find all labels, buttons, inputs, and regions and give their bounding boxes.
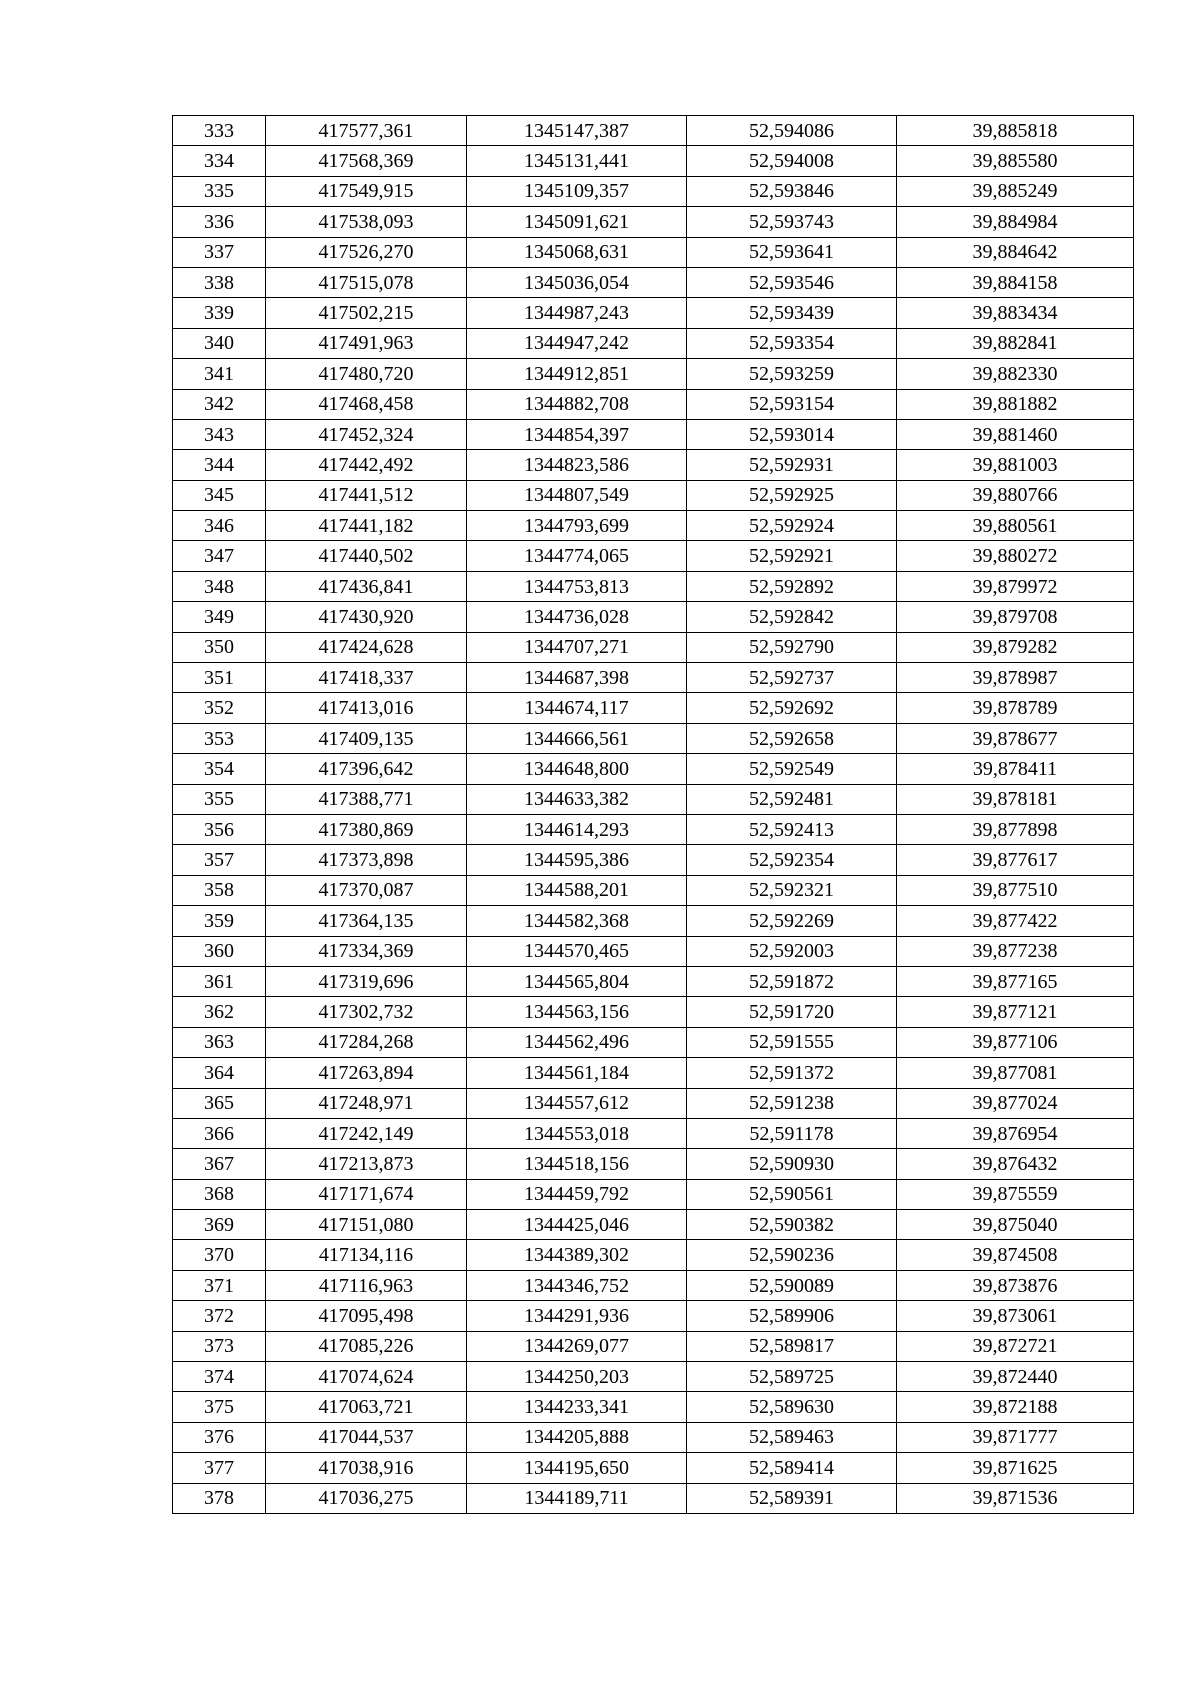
table-row — [173, 267, 1134, 297]
table-row — [173, 632, 1134, 662]
latitude-cell: 52,590089 — [687, 1270, 897, 1300]
latitude-cell: 52,592790 — [687, 632, 897, 662]
latitude-cell: 52,589817 — [687, 1331, 897, 1361]
table-row — [173, 389, 1134, 419]
x-coordinate-cell: 417171,674 — [266, 1179, 467, 1209]
table-row — [173, 1331, 1134, 1361]
table-row — [173, 1301, 1134, 1331]
point-number-cell: 335 — [173, 176, 266, 206]
x-coordinate-cell: 417441,512 — [266, 480, 467, 510]
latitude-cell: 52,593743 — [687, 207, 897, 237]
latitude-cell: 52,589725 — [687, 1362, 897, 1392]
latitude-cell: 52,592842 — [687, 602, 897, 632]
x-coordinate-cell: 417242,149 — [266, 1118, 467, 1148]
latitude-cell: 52,594086 — [687, 116, 897, 146]
table-row — [173, 1453, 1134, 1483]
y-coordinate-cell: 1345131,441 — [467, 146, 687, 176]
x-coordinate-cell: 417413,016 — [266, 693, 467, 723]
table-row — [173, 1027, 1134, 1057]
latitude-cell: 52,589463 — [687, 1422, 897, 1452]
y-coordinate-cell: 1344205,888 — [467, 1422, 687, 1452]
point-number-cell: 358 — [173, 875, 266, 905]
latitude-cell: 52,589630 — [687, 1392, 897, 1422]
longitude-cell: 39,879972 — [897, 571, 1134, 601]
table-row — [173, 480, 1134, 510]
coordinates-table-body — [173, 116, 1134, 1514]
longitude-cell: 39,873876 — [897, 1270, 1134, 1300]
x-coordinate-cell: 417436,841 — [266, 571, 467, 601]
y-coordinate-cell: 1345036,054 — [467, 267, 687, 297]
x-coordinate-cell: 417373,898 — [266, 845, 467, 875]
x-coordinate-cell: 417151,080 — [266, 1210, 467, 1240]
y-coordinate-cell: 1344561,184 — [467, 1058, 687, 1088]
longitude-cell: 39,885580 — [897, 146, 1134, 176]
x-coordinate-cell: 417370,087 — [266, 875, 467, 905]
longitude-cell: 39,872721 — [897, 1331, 1134, 1361]
y-coordinate-cell: 1344588,201 — [467, 875, 687, 905]
table-row — [173, 906, 1134, 936]
latitude-cell: 52,593259 — [687, 359, 897, 389]
latitude-cell: 52,593014 — [687, 419, 897, 449]
longitude-cell: 39,882841 — [897, 328, 1134, 358]
table-row — [173, 1058, 1134, 1088]
longitude-cell: 39,878181 — [897, 784, 1134, 814]
longitude-cell: 39,879708 — [897, 602, 1134, 632]
x-coordinate-cell: 417248,971 — [266, 1088, 467, 1118]
point-number-cell: 343 — [173, 419, 266, 449]
longitude-cell: 39,877510 — [897, 875, 1134, 905]
table-row — [173, 784, 1134, 814]
longitude-cell: 39,877422 — [897, 906, 1134, 936]
latitude-cell: 52,593154 — [687, 389, 897, 419]
x-coordinate-cell: 417319,696 — [266, 966, 467, 996]
y-coordinate-cell: 1344753,813 — [467, 571, 687, 601]
longitude-cell: 39,877024 — [897, 1088, 1134, 1118]
longitude-cell: 39,879282 — [897, 632, 1134, 662]
x-coordinate-cell: 417515,078 — [266, 267, 467, 297]
x-coordinate-cell: 417213,873 — [266, 1149, 467, 1179]
latitude-cell: 52,592924 — [687, 511, 897, 541]
table-row — [173, 1362, 1134, 1392]
x-coordinate-cell: 417568,369 — [266, 146, 467, 176]
x-coordinate-cell: 417549,915 — [266, 176, 467, 206]
longitude-cell: 39,875559 — [897, 1179, 1134, 1209]
x-coordinate-cell: 417388,771 — [266, 784, 467, 814]
latitude-cell: 52,592931 — [687, 450, 897, 480]
x-coordinate-cell: 417396,642 — [266, 754, 467, 784]
latitude-cell: 52,594008 — [687, 146, 897, 176]
longitude-cell: 39,880561 — [897, 511, 1134, 541]
latitude-cell: 52,591720 — [687, 997, 897, 1027]
longitude-cell: 39,872188 — [897, 1392, 1134, 1422]
point-number-cell: 374 — [173, 1362, 266, 1392]
latitude-cell: 52,591872 — [687, 966, 897, 996]
longitude-cell: 39,881460 — [897, 419, 1134, 449]
latitude-cell: 52,593354 — [687, 328, 897, 358]
x-coordinate-cell: 417526,270 — [266, 237, 467, 267]
latitude-cell: 52,592269 — [687, 906, 897, 936]
x-coordinate-cell: 417480,720 — [266, 359, 467, 389]
y-coordinate-cell: 1344565,804 — [467, 966, 687, 996]
point-number-cell: 338 — [173, 267, 266, 297]
point-number-cell: 376 — [173, 1422, 266, 1452]
point-number-cell: 349 — [173, 602, 266, 632]
longitude-cell: 39,885818 — [897, 116, 1134, 146]
point-number-cell: 360 — [173, 936, 266, 966]
latitude-cell: 52,590236 — [687, 1240, 897, 1270]
longitude-cell: 39,880766 — [897, 480, 1134, 510]
latitude-cell: 52,592549 — [687, 754, 897, 784]
table-row — [173, 1422, 1134, 1452]
y-coordinate-cell: 1344389,302 — [467, 1240, 687, 1270]
table-row — [173, 875, 1134, 905]
longitude-cell: 39,880272 — [897, 541, 1134, 571]
point-number-cell: 355 — [173, 784, 266, 814]
y-coordinate-cell: 1344553,018 — [467, 1118, 687, 1148]
table-row — [173, 754, 1134, 784]
latitude-cell: 52,592321 — [687, 875, 897, 905]
point-number-cell: 336 — [173, 207, 266, 237]
x-coordinate-cell: 417468,458 — [266, 389, 467, 419]
point-number-cell: 368 — [173, 1179, 266, 1209]
point-number-cell: 346 — [173, 511, 266, 541]
latitude-cell: 52,592892 — [687, 571, 897, 601]
y-coordinate-cell: 1344707,271 — [467, 632, 687, 662]
table-row — [173, 571, 1134, 601]
point-number-cell: 341 — [173, 359, 266, 389]
y-coordinate-cell: 1344425,046 — [467, 1210, 687, 1240]
x-coordinate-cell: 417063,721 — [266, 1392, 467, 1422]
table-row — [173, 1179, 1134, 1209]
y-coordinate-cell: 1344823,586 — [467, 450, 687, 480]
point-number-cell: 350 — [173, 632, 266, 662]
x-coordinate-cell: 417116,963 — [266, 1270, 467, 1300]
y-coordinate-cell: 1344570,465 — [467, 936, 687, 966]
point-number-cell: 353 — [173, 723, 266, 753]
table-row — [173, 1270, 1134, 1300]
point-number-cell: 378 — [173, 1483, 266, 1513]
y-coordinate-cell: 1344518,156 — [467, 1149, 687, 1179]
y-coordinate-cell: 1344557,612 — [467, 1088, 687, 1118]
table-row — [173, 450, 1134, 480]
latitude-cell: 52,592354 — [687, 845, 897, 875]
point-number-cell: 362 — [173, 997, 266, 1027]
point-number-cell: 364 — [173, 1058, 266, 1088]
point-number-cell: 372 — [173, 1301, 266, 1331]
longitude-cell: 39,877617 — [897, 845, 1134, 875]
point-number-cell: 377 — [173, 1453, 266, 1483]
x-coordinate-cell: 417440,502 — [266, 541, 467, 571]
x-coordinate-cell: 417134,116 — [266, 1240, 467, 1270]
longitude-cell: 39,881882 — [897, 389, 1134, 419]
longitude-cell: 39,876432 — [897, 1149, 1134, 1179]
y-coordinate-cell: 1344459,792 — [467, 1179, 687, 1209]
table-row — [173, 1088, 1134, 1118]
x-coordinate-cell: 417302,732 — [266, 997, 467, 1027]
x-coordinate-cell: 417364,135 — [266, 906, 467, 936]
longitude-cell: 39,878677 — [897, 723, 1134, 753]
longitude-cell: 39,884158 — [897, 267, 1134, 297]
y-coordinate-cell: 1344563,156 — [467, 997, 687, 1027]
x-coordinate-cell: 417380,869 — [266, 814, 467, 844]
latitude-cell: 52,589391 — [687, 1483, 897, 1513]
x-coordinate-cell: 417491,963 — [266, 328, 467, 358]
y-coordinate-cell: 1344912,851 — [467, 359, 687, 389]
x-coordinate-cell: 417074,624 — [266, 1362, 467, 1392]
x-coordinate-cell: 417424,628 — [266, 632, 467, 662]
longitude-cell: 39,871625 — [897, 1453, 1134, 1483]
y-coordinate-cell: 1344346,752 — [467, 1270, 687, 1300]
point-number-cell: 361 — [173, 966, 266, 996]
point-number-cell: 344 — [173, 450, 266, 480]
y-coordinate-cell: 1344562,496 — [467, 1027, 687, 1057]
longitude-cell: 39,882330 — [897, 359, 1134, 389]
latitude-cell: 52,591178 — [687, 1118, 897, 1148]
point-number-cell: 375 — [173, 1392, 266, 1422]
x-coordinate-cell: 417263,894 — [266, 1058, 467, 1088]
table-row — [173, 541, 1134, 571]
latitude-cell: 52,593439 — [687, 298, 897, 328]
y-coordinate-cell: 1344687,398 — [467, 663, 687, 693]
table-row — [173, 723, 1134, 753]
point-number-cell: 342 — [173, 389, 266, 419]
longitude-cell: 39,872440 — [897, 1362, 1134, 1392]
point-number-cell: 351 — [173, 663, 266, 693]
table-row — [173, 1149, 1134, 1179]
point-number-cell: 337 — [173, 237, 266, 267]
y-coordinate-cell: 1344807,549 — [467, 480, 687, 510]
y-coordinate-cell: 1345147,387 — [467, 116, 687, 146]
longitude-cell: 39,873061 — [897, 1301, 1134, 1331]
latitude-cell: 52,591372 — [687, 1058, 897, 1088]
point-number-cell: 347 — [173, 541, 266, 571]
point-number-cell: 363 — [173, 1027, 266, 1057]
latitude-cell: 52,589906 — [687, 1301, 897, 1331]
y-coordinate-cell: 1344250,203 — [467, 1362, 687, 1392]
latitude-cell: 52,592925 — [687, 480, 897, 510]
x-coordinate-cell: 417095,498 — [266, 1301, 467, 1331]
latitude-cell: 52,592692 — [687, 693, 897, 723]
longitude-cell: 39,877238 — [897, 936, 1134, 966]
latitude-cell: 52,593546 — [687, 267, 897, 297]
table-row — [173, 419, 1134, 449]
x-coordinate-cell: 417085,226 — [266, 1331, 467, 1361]
table-row — [173, 602, 1134, 632]
point-number-cell: 369 — [173, 1210, 266, 1240]
table-row — [173, 298, 1134, 328]
point-number-cell: 352 — [173, 693, 266, 723]
x-coordinate-cell: 417452,324 — [266, 419, 467, 449]
point-number-cell: 370 — [173, 1240, 266, 1270]
point-number-cell: 354 — [173, 754, 266, 784]
longitude-cell: 39,878987 — [897, 663, 1134, 693]
point-number-cell: 340 — [173, 328, 266, 358]
table-row — [173, 207, 1134, 237]
latitude-cell: 52,590382 — [687, 1210, 897, 1240]
point-number-cell: 359 — [173, 906, 266, 936]
y-coordinate-cell: 1344736,028 — [467, 602, 687, 632]
latitude-cell: 52,593846 — [687, 176, 897, 206]
table-row — [173, 845, 1134, 875]
x-coordinate-cell: 417409,135 — [266, 723, 467, 753]
latitude-cell: 52,591238 — [687, 1088, 897, 1118]
latitude-cell: 52,592481 — [687, 784, 897, 814]
point-number-cell: 371 — [173, 1270, 266, 1300]
table-row — [173, 116, 1134, 146]
longitude-cell: 39,884984 — [897, 207, 1134, 237]
y-coordinate-cell: 1344195,650 — [467, 1453, 687, 1483]
latitude-cell: 52,590930 — [687, 1149, 897, 1179]
point-number-cell: 348 — [173, 571, 266, 601]
coordinates-table — [172, 115, 1134, 1514]
x-coordinate-cell: 417038,916 — [266, 1453, 467, 1483]
point-number-cell: 334 — [173, 146, 266, 176]
table-row — [173, 1210, 1134, 1240]
table-row — [173, 176, 1134, 206]
table-row — [173, 511, 1134, 541]
x-coordinate-cell: 417502,215 — [266, 298, 467, 328]
y-coordinate-cell: 1344648,800 — [467, 754, 687, 784]
y-coordinate-cell: 1344189,711 — [467, 1483, 687, 1513]
table-row — [173, 237, 1134, 267]
table-row — [173, 1240, 1134, 1270]
y-coordinate-cell: 1344793,699 — [467, 511, 687, 541]
y-coordinate-cell: 1344595,386 — [467, 845, 687, 875]
table-row — [173, 1392, 1134, 1422]
x-coordinate-cell: 417577,361 — [266, 116, 467, 146]
longitude-cell: 39,881003 — [897, 450, 1134, 480]
x-coordinate-cell: 417036,275 — [266, 1483, 467, 1513]
y-coordinate-cell: 1344582,368 — [467, 906, 687, 936]
y-coordinate-cell: 1344233,341 — [467, 1392, 687, 1422]
table-row — [173, 966, 1134, 996]
latitude-cell: 52,592658 — [687, 723, 897, 753]
point-number-cell: 339 — [173, 298, 266, 328]
longitude-cell: 39,874508 — [897, 1240, 1134, 1270]
x-coordinate-cell: 417044,537 — [266, 1422, 467, 1452]
y-coordinate-cell: 1344291,936 — [467, 1301, 687, 1331]
x-coordinate-cell: 417334,369 — [266, 936, 467, 966]
y-coordinate-cell: 1344614,293 — [467, 814, 687, 844]
y-coordinate-cell: 1345068,631 — [467, 237, 687, 267]
longitude-cell: 39,877121 — [897, 997, 1134, 1027]
latitude-cell: 52,593641 — [687, 237, 897, 267]
longitude-cell: 39,878789 — [897, 693, 1134, 723]
table-row — [173, 693, 1134, 723]
x-coordinate-cell: 417430,920 — [266, 602, 467, 632]
x-coordinate-cell: 417418,337 — [266, 663, 467, 693]
point-number-cell: 356 — [173, 814, 266, 844]
table-row — [173, 663, 1134, 693]
longitude-cell: 39,878411 — [897, 754, 1134, 784]
latitude-cell: 52,592413 — [687, 814, 897, 844]
latitude-cell: 52,590561 — [687, 1179, 897, 1209]
x-coordinate-cell: 417441,182 — [266, 511, 467, 541]
latitude-cell: 52,591555 — [687, 1027, 897, 1057]
x-coordinate-cell: 417538,093 — [266, 207, 467, 237]
point-number-cell: 345 — [173, 480, 266, 510]
latitude-cell: 52,592003 — [687, 936, 897, 966]
point-number-cell: 365 — [173, 1088, 266, 1118]
longitude-cell: 39,883434 — [897, 298, 1134, 328]
longitude-cell: 39,871536 — [897, 1483, 1134, 1513]
x-coordinate-cell: 417442,492 — [266, 450, 467, 480]
point-number-cell: 366 — [173, 1118, 266, 1148]
table-row — [173, 936, 1134, 966]
table-row — [173, 1483, 1134, 1513]
y-coordinate-cell: 1344666,561 — [467, 723, 687, 753]
longitude-cell: 39,871777 — [897, 1422, 1134, 1452]
y-coordinate-cell: 1345091,621 — [467, 207, 687, 237]
longitude-cell: 39,876954 — [897, 1118, 1134, 1148]
table-row — [173, 814, 1134, 844]
longitude-cell: 39,877081 — [897, 1058, 1134, 1088]
table-row — [173, 1118, 1134, 1148]
y-coordinate-cell: 1344882,708 — [467, 389, 687, 419]
point-number-cell: 333 — [173, 116, 266, 146]
table-row — [173, 997, 1134, 1027]
longitude-cell: 39,877165 — [897, 966, 1134, 996]
y-coordinate-cell: 1344674,117 — [467, 693, 687, 723]
point-number-cell: 373 — [173, 1331, 266, 1361]
y-coordinate-cell: 1344987,243 — [467, 298, 687, 328]
table-row — [173, 328, 1134, 358]
latitude-cell: 52,589414 — [687, 1453, 897, 1483]
longitude-cell: 39,875040 — [897, 1210, 1134, 1240]
longitude-cell: 39,877106 — [897, 1027, 1134, 1057]
y-coordinate-cell: 1344269,077 — [467, 1331, 687, 1361]
table-row — [173, 146, 1134, 176]
x-coordinate-cell: 417284,268 — [266, 1027, 467, 1057]
y-coordinate-cell: 1344774,065 — [467, 541, 687, 571]
latitude-cell: 52,592921 — [687, 541, 897, 571]
longitude-cell: 39,885249 — [897, 176, 1134, 206]
y-coordinate-cell: 1344854,397 — [467, 419, 687, 449]
latitude-cell: 52,592737 — [687, 663, 897, 693]
point-number-cell: 357 — [173, 845, 266, 875]
table-row — [173, 359, 1134, 389]
point-number-cell: 367 — [173, 1149, 266, 1179]
y-coordinate-cell: 1345109,357 — [467, 176, 687, 206]
longitude-cell: 39,884642 — [897, 237, 1134, 267]
y-coordinate-cell: 1344947,242 — [467, 328, 687, 358]
y-coordinate-cell: 1344633,382 — [467, 784, 687, 814]
longitude-cell: 39,877898 — [897, 814, 1134, 844]
